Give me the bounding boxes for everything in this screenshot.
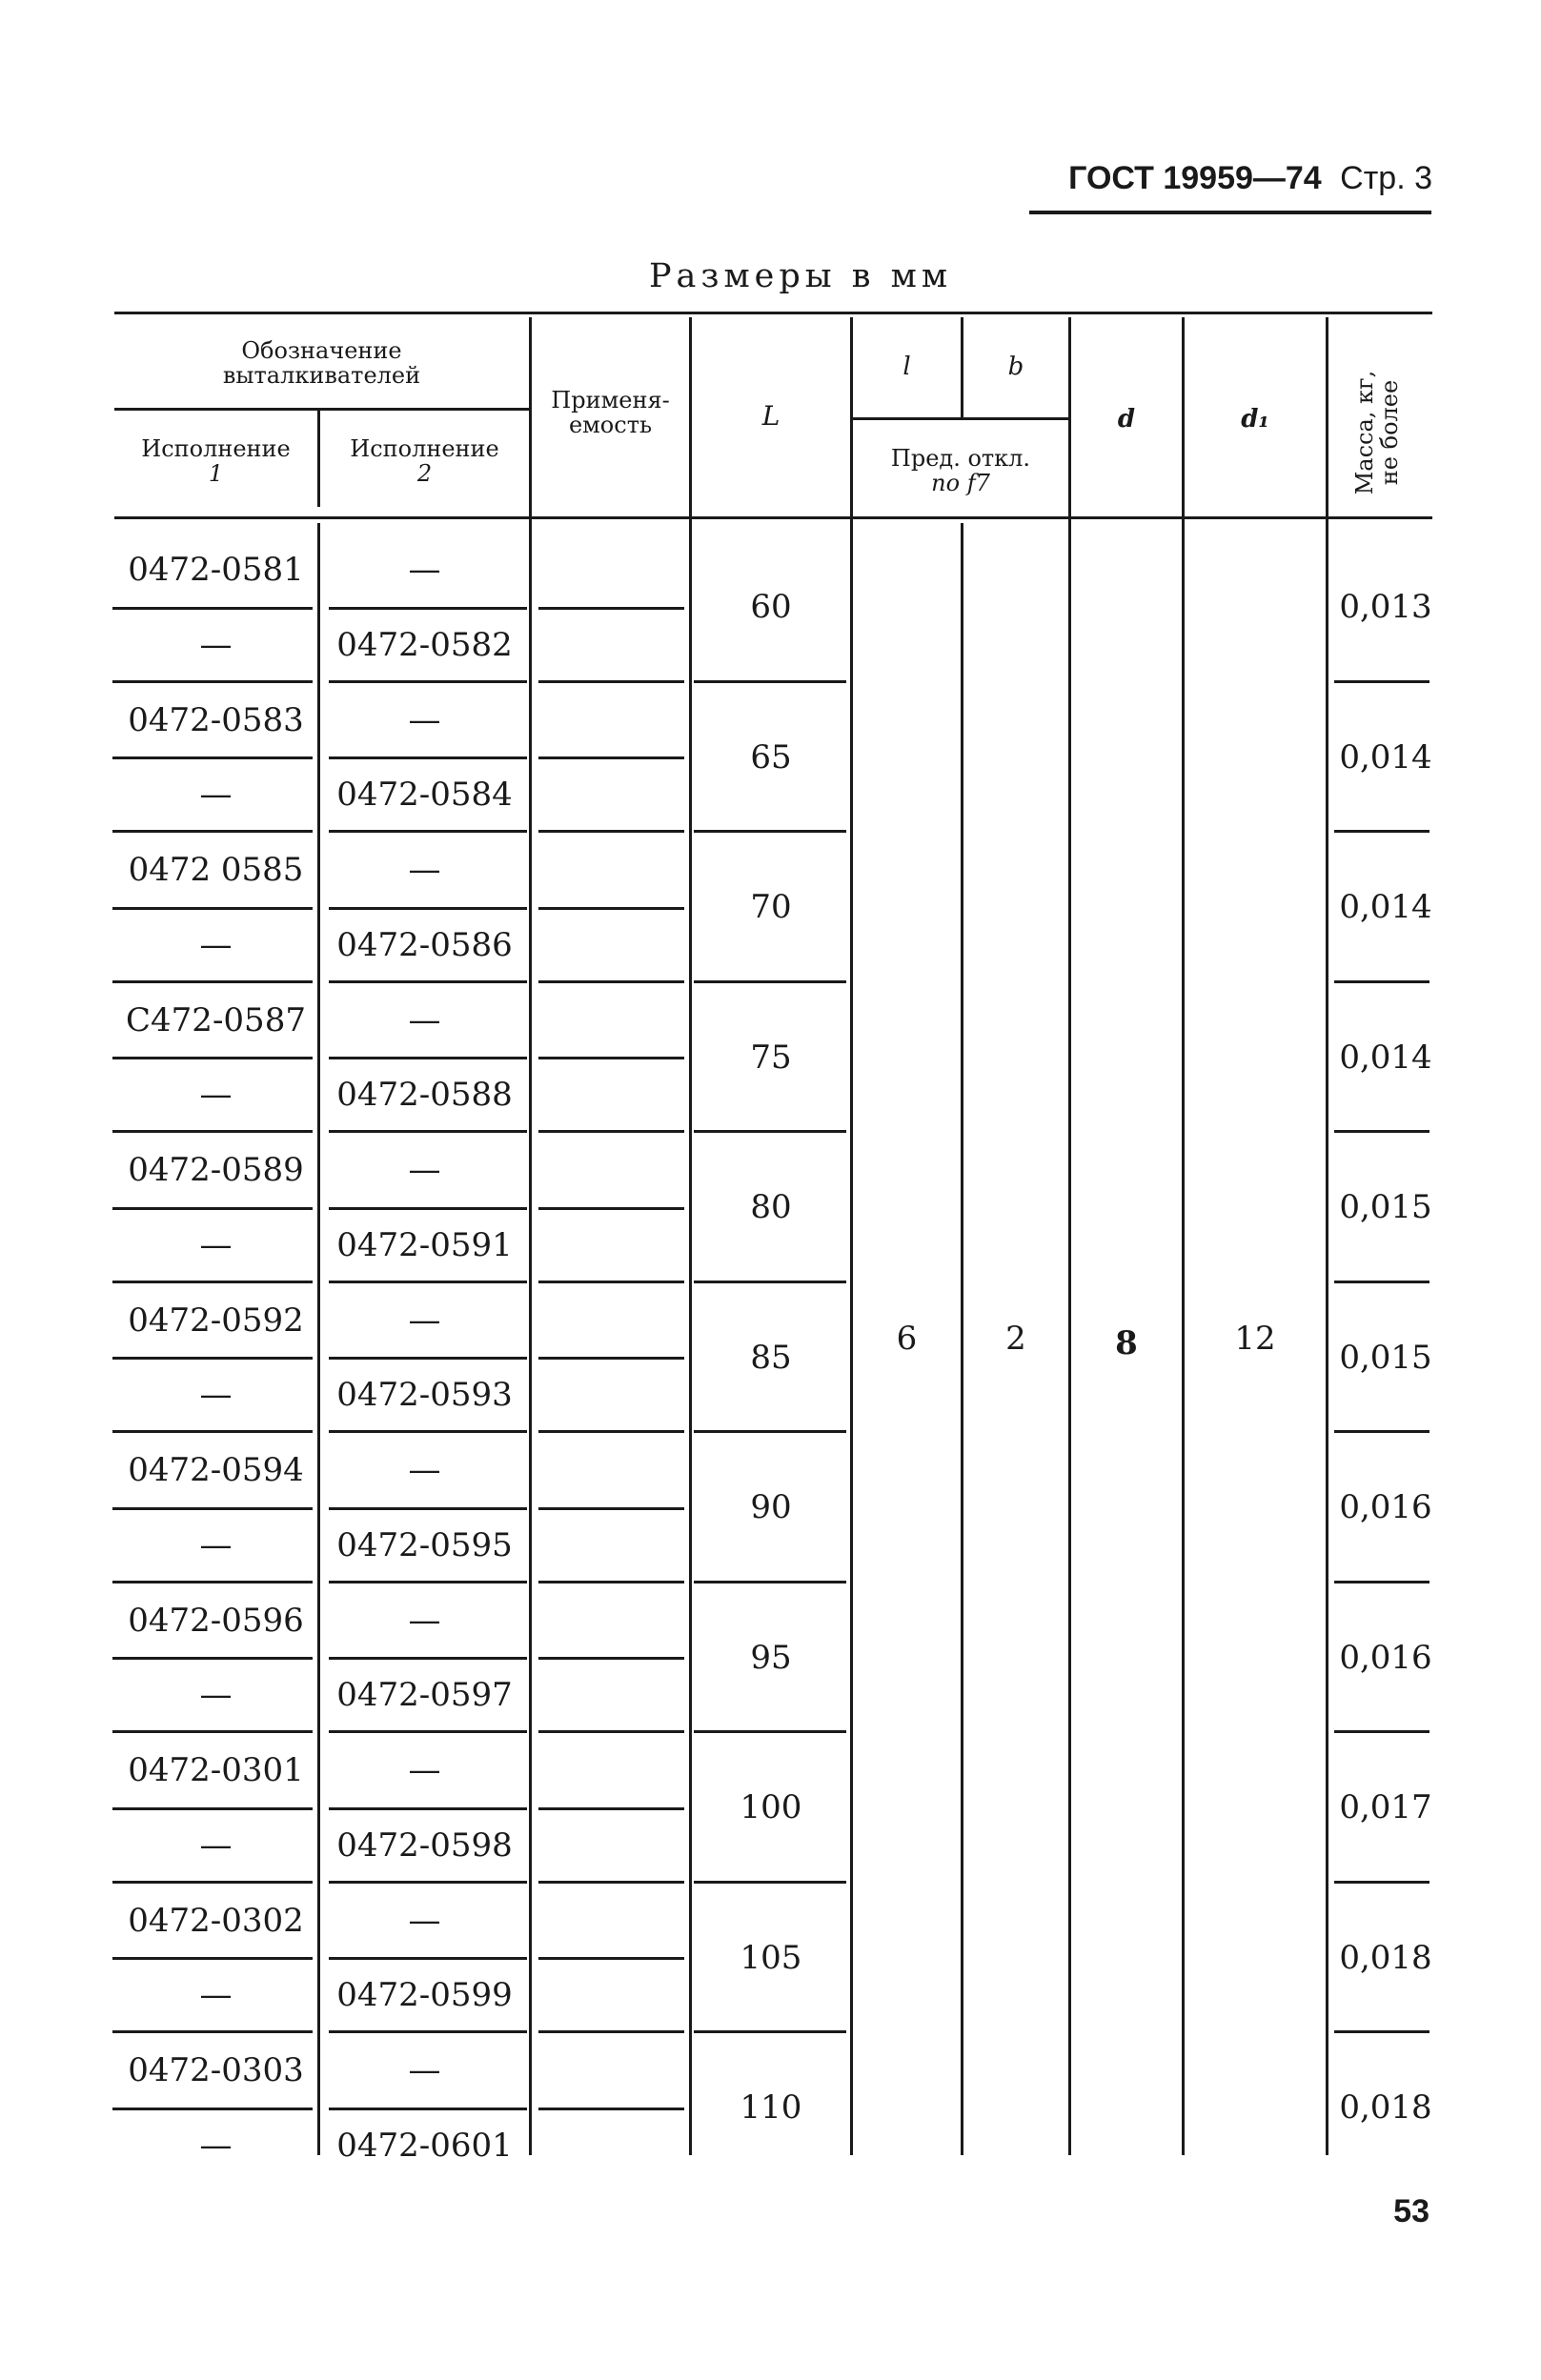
group-rule xyxy=(112,1130,313,1133)
group-rule xyxy=(538,1430,684,1433)
row-rule-inner xyxy=(112,1057,313,1059)
group-rule xyxy=(694,1130,846,1133)
group-rule xyxy=(329,1581,527,1583)
group-rule xyxy=(112,680,313,683)
cell-variant1-code: С472-0587 xyxy=(126,1000,306,1039)
cell-variant1-code: 0472-0596 xyxy=(128,1601,304,1640)
group-rule xyxy=(1334,1881,1429,1884)
row-rule-inner xyxy=(329,1657,527,1660)
row-rule-inner xyxy=(329,607,527,610)
group-rule xyxy=(112,1281,313,1283)
cell-L: 100 xyxy=(740,1788,802,1826)
group-rule xyxy=(1334,1130,1429,1133)
cell-variant2-code: 0472-0599 xyxy=(336,1976,513,2015)
row-rule-inner xyxy=(538,907,684,910)
header-d: d xyxy=(1117,405,1136,434)
row-rule-inner xyxy=(538,1357,684,1360)
cell-variant2-code: 0472-0593 xyxy=(336,1376,513,1415)
cell-variant1-dash: — xyxy=(199,625,233,664)
cell-mass: 0,014 xyxy=(1339,1038,1432,1077)
header-b: b xyxy=(1007,353,1024,381)
group-rule xyxy=(538,1881,684,1884)
group-rule xyxy=(694,1281,846,1283)
group-rule xyxy=(329,1281,527,1283)
group-rule xyxy=(538,1281,684,1283)
group-rule xyxy=(112,1881,313,1884)
value-l: 6 xyxy=(896,1320,918,1358)
header-l: l xyxy=(902,353,911,381)
cell-variant1-code: 0472-0301 xyxy=(128,1751,304,1789)
cell-mass: 0,017 xyxy=(1339,1788,1432,1826)
group-rule xyxy=(329,680,527,683)
cell-L: 70 xyxy=(750,888,792,926)
cell-variant1-dash: — xyxy=(199,776,233,815)
cell-variant2-code: 0472-0601 xyxy=(336,2126,513,2165)
group-rule xyxy=(112,1581,313,1583)
cell-L: 90 xyxy=(750,1488,792,1526)
group-rule xyxy=(329,980,527,983)
cell-variant2-code: 0472-0582 xyxy=(336,625,513,664)
header-tolerance: Пред. откл. по f7 xyxy=(890,445,1031,496)
cell-mass: 0,013 xyxy=(1339,588,1432,626)
cell-variant1-dash: — xyxy=(199,1376,233,1415)
row-rule-inner xyxy=(112,1807,313,1810)
cell-variant2-code: 0472-0584 xyxy=(336,776,513,815)
cell-variant1-dash: — xyxy=(199,1525,233,1564)
cell-variant2-code: 0472-0588 xyxy=(336,1076,513,1115)
cell-variant1-code: 0472-0594 xyxy=(128,1451,304,1489)
cell-variant2-code: 0472-0591 xyxy=(336,1225,513,1264)
group-rule xyxy=(1334,1730,1429,1733)
page-number: 53 xyxy=(1393,2193,1429,2229)
cell-variant1-code: 0472-0592 xyxy=(128,1301,304,1340)
group-rule xyxy=(694,680,846,683)
group-rule xyxy=(694,830,846,833)
cell-L: 95 xyxy=(750,1638,792,1677)
cell-variant1-code: 0472-0589 xyxy=(128,1151,304,1189)
row-rule-inner xyxy=(538,1657,684,1660)
row-rule-inner xyxy=(538,1807,684,1810)
row-rule-inner xyxy=(112,1657,313,1660)
cell-variant1-dash: — xyxy=(199,2126,233,2165)
cell-variant2-dash: — xyxy=(408,1151,441,1189)
group-rule xyxy=(1334,1581,1429,1583)
cell-variant2-dash: — xyxy=(408,1901,441,1940)
group-rule xyxy=(112,830,313,833)
cell-variant1-dash: — xyxy=(199,1225,233,1264)
row-rule-inner xyxy=(329,1057,527,1059)
header-rule-tolerance xyxy=(851,417,1068,420)
row-rule-inner xyxy=(329,907,527,910)
row-rule-inner xyxy=(112,1357,313,1360)
col-line-6 xyxy=(1182,317,1185,2155)
cell-variant1-dash: — xyxy=(199,1076,233,1115)
row-rule-inner xyxy=(538,1057,684,1059)
cell-variant1-code: 0472 0585 xyxy=(128,851,304,889)
header-applicability: Применя- емость xyxy=(551,387,670,438)
value-d: 8 xyxy=(1115,1324,1138,1362)
row-rule-inner xyxy=(112,607,313,610)
group-rule xyxy=(329,1130,527,1133)
cell-mass: 0,018 xyxy=(1339,1938,1432,1977)
header-rule-designation xyxy=(114,408,529,411)
cell-variant1-code: 0472-0302 xyxy=(128,1901,304,1940)
header-rule xyxy=(1029,211,1431,214)
cell-mass: 0,014 xyxy=(1339,888,1432,926)
group-rule xyxy=(112,2030,313,2033)
cell-mass: 0,016 xyxy=(1339,1638,1432,1677)
cell-variant2-code: 0472-0586 xyxy=(336,925,513,964)
group-rule xyxy=(329,830,527,833)
group-rule xyxy=(1334,1281,1429,1283)
group-rule xyxy=(694,2030,846,2033)
col-line-2 xyxy=(529,317,532,2155)
cell-variant1-code: 0472-0581 xyxy=(128,551,304,589)
group-rule xyxy=(694,1730,846,1733)
row-rule-inner xyxy=(538,1207,684,1210)
header-variant2: Исполнение 2 xyxy=(350,435,499,487)
cell-variant1-code: 0472-0303 xyxy=(128,2051,304,2089)
cell-variant2-dash: — xyxy=(408,1451,441,1489)
group-rule xyxy=(112,980,313,983)
cell-variant1-dash: — xyxy=(199,925,233,964)
row-rule-inner xyxy=(538,1507,684,1510)
cell-mass: 0,016 xyxy=(1339,1488,1432,1526)
cell-variant2-code: 0472-0597 xyxy=(336,1676,513,1715)
cell-variant1-dash: — xyxy=(199,1676,233,1715)
group-rule xyxy=(694,1881,846,1884)
group-rule xyxy=(112,1430,313,1433)
cell-L: 85 xyxy=(750,1338,792,1377)
page-label: Стр. 3 xyxy=(1340,160,1432,196)
cell-L: 60 xyxy=(750,588,792,626)
cell-variant1-dash: — xyxy=(199,1976,233,2015)
cell-variant2-dash: — xyxy=(408,1601,441,1640)
row-rule-inner xyxy=(329,1807,527,1810)
cell-variant2-dash: — xyxy=(408,700,441,739)
cell-variant2-code: 0472-0598 xyxy=(336,1825,513,1865)
cell-L: 80 xyxy=(750,1188,792,1226)
group-rule xyxy=(1334,2030,1429,2033)
cell-variant1-dash: — xyxy=(199,1825,233,1865)
cell-mass: 0,018 xyxy=(1339,2088,1432,2127)
group-rule xyxy=(538,1730,684,1733)
table-caption: Размеры в мм xyxy=(648,257,953,295)
row-rule-inner xyxy=(112,1957,313,1960)
row-rule-inner xyxy=(329,1957,527,1960)
cell-variant2-dash: — xyxy=(408,2051,441,2089)
group-rule xyxy=(694,1430,846,1433)
value-d1: 12 xyxy=(1234,1320,1276,1358)
row-rule-inner xyxy=(329,1507,527,1510)
row-rule-inner xyxy=(329,756,527,759)
col-line-4 xyxy=(850,317,853,2155)
group-rule xyxy=(694,1581,846,1583)
col-line-5 xyxy=(1068,317,1071,2155)
cell-variant2-dash: — xyxy=(408,551,441,589)
cell-mass: 0,015 xyxy=(1339,1338,1432,1377)
row-rule-inner xyxy=(112,2108,313,2110)
group-rule xyxy=(1334,980,1429,983)
value-b: 2 xyxy=(1005,1320,1026,1358)
row-rule-inner xyxy=(538,756,684,759)
group-rule xyxy=(538,1130,684,1133)
page-header xyxy=(1024,160,1432,210)
cell-mass: 0,015 xyxy=(1339,1188,1432,1226)
cell-variant2-dash: — xyxy=(408,1301,441,1340)
row-rule-inner xyxy=(329,1207,527,1210)
header-variant1: Исполнение 1 xyxy=(141,435,291,487)
group-rule xyxy=(694,980,846,983)
header-d1: d₁ xyxy=(1241,405,1269,434)
group-rule xyxy=(329,1730,527,1733)
header-mass: Масса, кг, не более xyxy=(1351,370,1403,495)
cell-variant2-dash: — xyxy=(408,1751,441,1789)
group-rule xyxy=(538,1581,684,1583)
group-rule xyxy=(329,1881,527,1884)
group-rule xyxy=(538,2030,684,2033)
group-rule xyxy=(1334,1430,1429,1433)
group-rule xyxy=(538,830,684,833)
cell-L: 65 xyxy=(750,737,792,777)
cell-variant2-dash: — xyxy=(408,851,441,889)
header-bottom-rule xyxy=(114,516,1432,519)
group-rule xyxy=(538,980,684,983)
cell-L: 75 xyxy=(750,1038,792,1077)
standard-number: ГОСТ 19959—74 xyxy=(1068,160,1322,196)
cell-variant2-dash: — xyxy=(408,1000,441,1039)
row-rule-inner xyxy=(329,2108,527,2110)
row-rule-inner xyxy=(112,756,313,759)
row-rule-inner xyxy=(538,1957,684,1960)
row-rule-inner xyxy=(112,1507,313,1510)
group-rule xyxy=(112,1730,313,1733)
cell-variant1-code: 0472-0583 xyxy=(128,700,304,739)
cell-L: 110 xyxy=(740,2088,802,2127)
row-rule-inner xyxy=(329,1357,527,1360)
row-rule-inner xyxy=(112,907,313,910)
table-top-rule xyxy=(114,312,1432,314)
cell-L: 105 xyxy=(740,1938,802,1977)
row-rule-inner xyxy=(538,2108,684,2110)
group-rule xyxy=(1334,830,1429,833)
group-rule xyxy=(329,2030,527,2033)
header-designation: Обозначение выталкивателей xyxy=(222,337,421,389)
row-rule-inner xyxy=(538,607,684,610)
cell-variant2-code: 0472-0595 xyxy=(336,1525,513,1564)
header-L: L xyxy=(761,400,781,432)
group-rule xyxy=(1334,680,1429,683)
col-line-7 xyxy=(1326,317,1328,2155)
row-rule-inner xyxy=(112,1207,313,1210)
group-rule xyxy=(538,680,684,683)
cell-mass: 0,014 xyxy=(1339,737,1432,777)
group-rule xyxy=(329,1430,527,1433)
